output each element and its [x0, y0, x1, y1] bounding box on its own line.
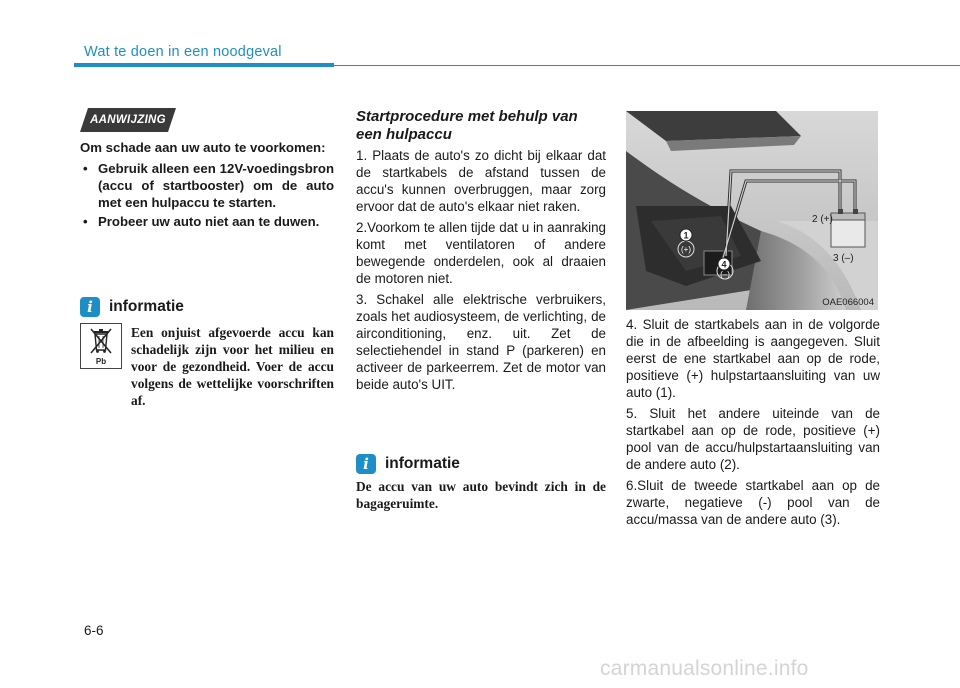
label-3-negative: 3 (–) — [833, 253, 854, 264]
procedure-step: 2.Voorkom te allen tijde dat u in aanraking komt met ventilatoren of andere bewegende onderdelen, ook al draaien de motoren niet. — [356, 220, 606, 286]
jump-start-figure — [626, 111, 878, 310]
info-battery-location-text: De accu van uw auto bevindt zich in de bagageruimte. — [356, 479, 606, 511]
notice-badge-label: AANWIJZING — [90, 114, 166, 126]
notice-bullet: • Probeer uw auto niet aan te duwen. — [80, 213, 334, 230]
pb-label: Pb — [95, 357, 107, 366]
page-number: 6-6 — [84, 623, 104, 638]
marker-1: 1 — [683, 230, 689, 241]
notice-badge — [80, 108, 176, 132]
watermark: carmanualsonline.info — [600, 657, 809, 680]
figure-code: OAE066004 — [822, 297, 874, 308]
notice-bullet-list — [80, 160, 334, 230]
procedure-steps — [356, 147, 606, 397]
info-title: informatie — [385, 455, 460, 472]
section-title: Wat te doen in een noodgeval — [84, 44, 282, 60]
notice-bullet: • Gebruik alleen een 12V-voedingsbron (accu of startbooster) om de auto met een hulpaccu te starten. — [80, 160, 334, 211]
header-accent-bar — [74, 63, 334, 67]
notice-block — [80, 139, 334, 232]
info-title: informatie — [109, 298, 184, 315]
info-heading — [80, 297, 184, 317]
info-disposal-text: Een onjuist afgevoerde accu kan schadelijk zijn voor het milieu en voor de gezondheid. Voer de accu volgens de wettelijke voorschriften af. — [131, 325, 334, 408]
label-2-positive: 2 (+) — [812, 214, 833, 225]
terminal-negative-label: (–) — [720, 270, 730, 279]
procedure-heading: Startprocedure met behulp van een hulpaccu — [356, 108, 578, 143]
marker-4: 4 — [721, 259, 727, 270]
procedure-step: 5. Sluit het andere uiteinde van de startkabel aan op de rode, positieve (+) pool van de accu/hulpstartaansluiting van de andere auto (2). — [626, 406, 880, 472]
crossed-bin-icon — [80, 323, 122, 369]
notice-intro: Om schade aan uw auto te voorkomen: — [80, 140, 326, 155]
procedure-step: 1. Plaats de auto's zo dicht bij elkaar dat de startkabels de afstand tussen de accu's kunnen overbruggen, maar zorg ervoor dat de auto's elkaar niet raken. — [356, 148, 606, 214]
header-rule — [334, 65, 960, 66]
procedure-step: 3. Schakel alle elektrische verbruikers, zoals het audiosysteem, de verlichting, de airconditioning, enz. uit. Zet de selectiehendel in stand P (parkeren) en activeer de parkeerrem. Zet de motor van beide auto's UIT. — [356, 292, 606, 392]
procedure-steps-continued — [626, 316, 880, 532]
info-icon: i — [356, 454, 376, 474]
procedure-step: 4. Sluit de startkabels aan in de volgorde die in de afbeelding is aangegeven. Sluit eerst de ene startkabel aan op de rode, positieve (+) hulpstartaansluiting van uw auto (1). — [626, 317, 880, 400]
terminal-positive-label: (+) — [681, 245, 691, 254]
info-heading — [356, 454, 460, 474]
procedure-step: 6.Sluit de tweede startkabel aan op de zwarte, negatieve (-) pool van de accu/massa van de andere auto (3). — [626, 478, 880, 527]
info-icon: i — [80, 297, 100, 317]
